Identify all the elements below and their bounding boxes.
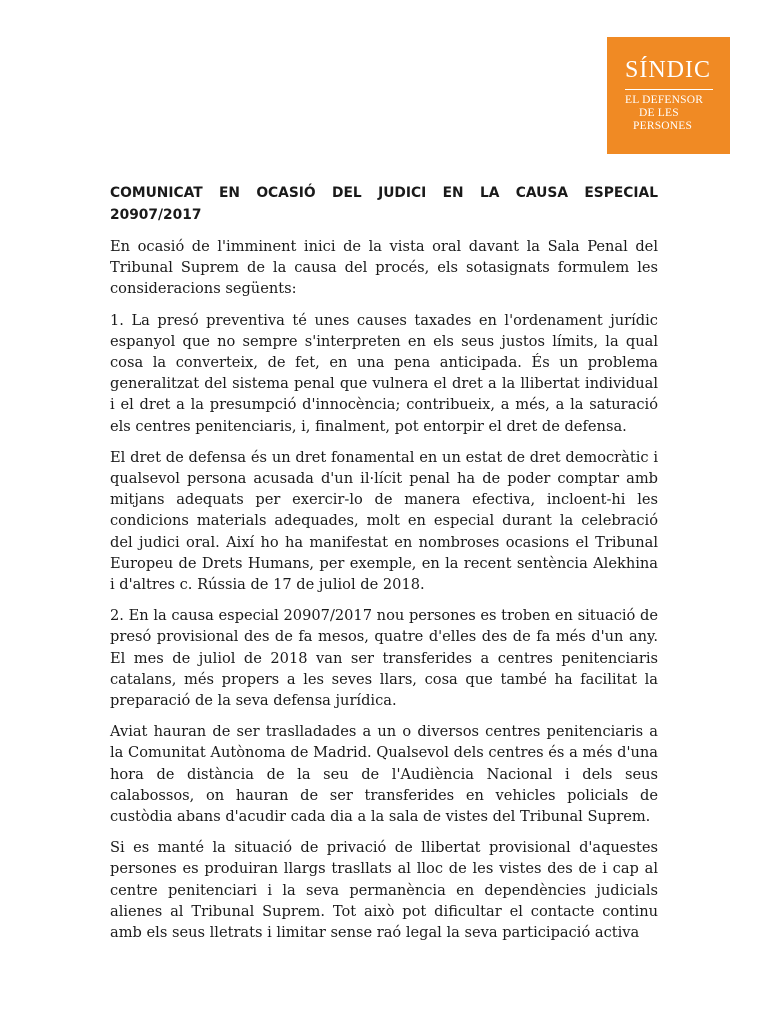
logo-title: SÍNDIC (625, 57, 713, 90)
paragraph-2: 2. En la causa especial 20907/2017 nou persones es troben en situació de presó provisional des de fa mesos, quatre d'elles des de fa més d'un any. El mes de juliol de 2018 van ser transferides a centres penitenciaris catalans, més propers a les seves llars, cosa que també ha facilitat la preparació de la seva defensa jurídica. (110, 607, 658, 710)
paragraph-1: 1. La presó preventiva té unes causes taxades en l'ordenament jurídic espanyol que no sempre s'interpreten en els seus justos límits, la qual cosa la converteix, de fet, en una pena anticipada. És un problema generalitzat del sistema penal que vulnera el dret a la llibertat individual i el dret a la presumpció d'innocència; contribueix, a més, a la saturació els centres penitenciaris, i, finalment, pot entorpir el dret de defensa. (110, 311, 658, 435)
document-body (110, 182, 658, 953)
logo-subtitle-line-2: DE LES (639, 107, 679, 119)
document-title: COMUNICAT EN OCASIÓ DEL JUDICI EN LA CAUSA ESPECIAL 20907/2017 (110, 185, 658, 223)
paragraph-intro: En ocasió de l'imminent inici de la vista oral davant la Sala Penal del Tribunal Suprem de la causa del procés, els sotasignats formulem les consideracions següents: (110, 238, 658, 298)
logo-subtitle-line-3: PERSONES (633, 120, 693, 132)
paragraph-right-of-defense: El dret de defensa és un dret fonamental en un estat de dret democràtic i qualsevol persona acusada d'un il·lícit penal ha de poder comptar amb mitjans adequats per exercir-lo de manera efectiva, incloent-hi les condicions materials adequades, molt en especial durant la celebració del judici oral. Així ho ha manifestat en nombroses ocasions el Tribunal Europeu de Drets Humans, per exemple, en la recent sentència Alekhina i d'altres c. Rússia de 17 de juliol de 2018. (110, 448, 658, 594)
sindic-logo (607, 37, 730, 154)
paragraph-detention: Si es manté la situació de privació de llibertat provisional d'aquestes persones es produiran llargs trasllats al lloc de les vistes des de i cap al centre penitenciari i la seva permanència en dependències judicials alienes al Tribunal Suprem. Tot això pot dificultar el contacte continu amb els seus lletrats i limitar sense raó legal la seva participació activa (110, 839, 658, 942)
paragraph-transfer: Aviat hauran de ser traslladades a un o diversos centres penitenciaris a la Comunitat Autònoma de Madrid. Qualsevol dels centres és a més d'una hora de distància de la seu de l'Audiència Nacional i dels seus calabossos, on hauran de ser transferides en vehicles policials de custòdia abans d'acudir cada dia a la sala de vistes del Tribunal Suprem. (110, 723, 658, 826)
logo-subtitle (625, 94, 730, 133)
logo-subtitle-line-1: EL DEFENSOR (625, 94, 704, 106)
